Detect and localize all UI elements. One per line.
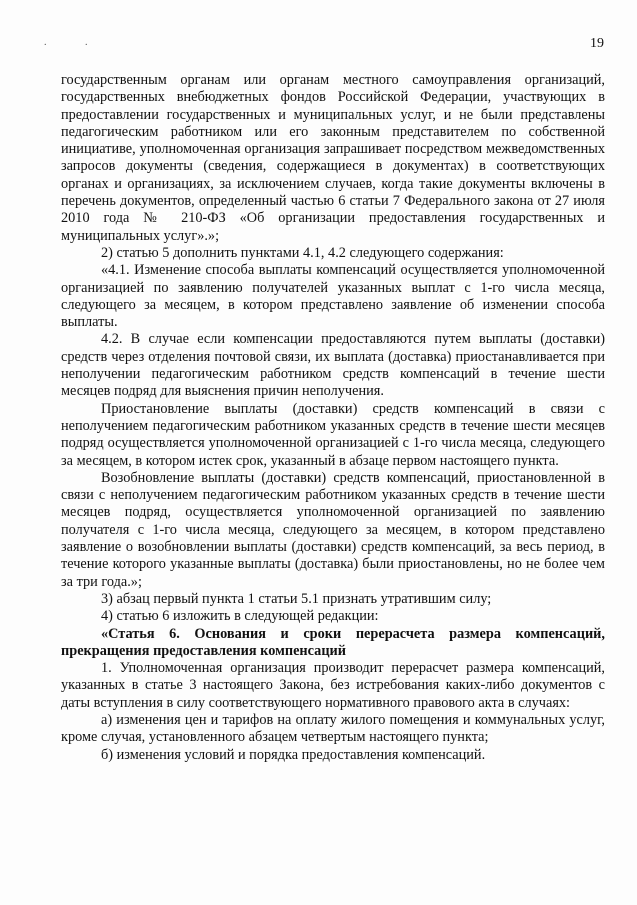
paragraph-item-4: 4) статью 6 изложить в следующей редакции:	[101, 608, 379, 625]
paragraph-item-3: 3) абзац первый пункта 1 статьи 5.1 признать утратившим силу;	[101, 590, 492, 607]
paragraph-resumption: Возобновление выплаты (доставки) средств компенсаций, приостановленной в связи с неполучением педагогическим работником указанных средств в течение шести месяцев подряд, осуществляется уполномоченной организацией по заявлению получателя с 1-го числа месяца, следующего за месяцем, в котором представлено заявление о возобновлении выплаты (доставки) средств компенсаций, за весь период, в течение которого указанные выплаты (доставка) были приостановлены, но не более чем за три года.»;	[61, 469, 605, 590]
document-body	[61, 72, 605, 764]
paragraph-subitem-b: б) изменения условий и порядка предоставления компенсаций.	[101, 746, 486, 763]
paragraph-continuation: государственным органам или органам местного самоуправления организаций, государственных внебюджетных фондов Российской Федерации, участвующих в предоставлении государственных и муниципальных услуг, и не были представлены педагогическим работником или его законным представителем по собственной инициативе, уполномоченная организация запрашивает посредством межведомственных запросов документы (сведения, содержащиеся в документах) в соответствующих органах и организациях, за исключением случаев, когда такие документы включены в перечень документов, определенный частью 6 статьи 7 Федерального закона от 27 июля 2010 года № 210-ФЗ «Об организации предоставления государственных и муниципальных услуг».»;	[61, 72, 605, 244]
paragraph-subitem-a: а) изменения цен и тарифов на оплату жилого помещения и коммунальных услуг, кроме случая, установленного абзацем четвертым настоящего пункта;	[61, 711, 605, 746]
scan-marks: . .	[44, 37, 106, 48]
paragraph-clause-4-1: «4.1. Изменение способа выплаты компенсаций осуществляется уполномоченной организацией по заявлению получателей указанных выплат с 1-го числа месяца, следующего за месяцем, в котором представлено заявление об изменении способа выплаты.	[61, 262, 605, 331]
paragraph-item-2: 2) статью 5 дополнить пунктами 4.1, 4.2 следующего содержания:	[101, 244, 504, 261]
article-6-heading: «Статья 6. Основания и сроки перерасчета размера компенсаций, прекращения предоставления компенсаций	[61, 625, 605, 659]
page-number: 19	[590, 36, 604, 51]
paragraph-suspension: Приостановление выплаты (доставки) средств компенсаций в связи с неполучением педагогическим работником указанных средств в течение шести месяцев подряд осуществляется уполномоченной организацией с 1-го числа месяца, следующего за месяцем, в котором истек срок, указанный в абзаце первом настоящего пункта.	[61, 400, 605, 469]
paragraph-article-6-item-1: 1. Уполномоченная организация производит перерасчет размера компенсаций, указанных в статье 3 настоящего Закона, без истребования каких-либо документов с даты вступления в силу соответствующего нормативного правового акта в случаях:	[61, 660, 605, 711]
paragraph-clause-4-2: 4.2. В случае если компенсации предоставляются путем выплаты (доставки) средств через отделения почтовой связи, их выплата (доставка) приостанавливается при неполучении педагогическим работником средств компенсаций в течение шести месяцев подряд для выяснения причин неполучения.	[61, 331, 605, 400]
